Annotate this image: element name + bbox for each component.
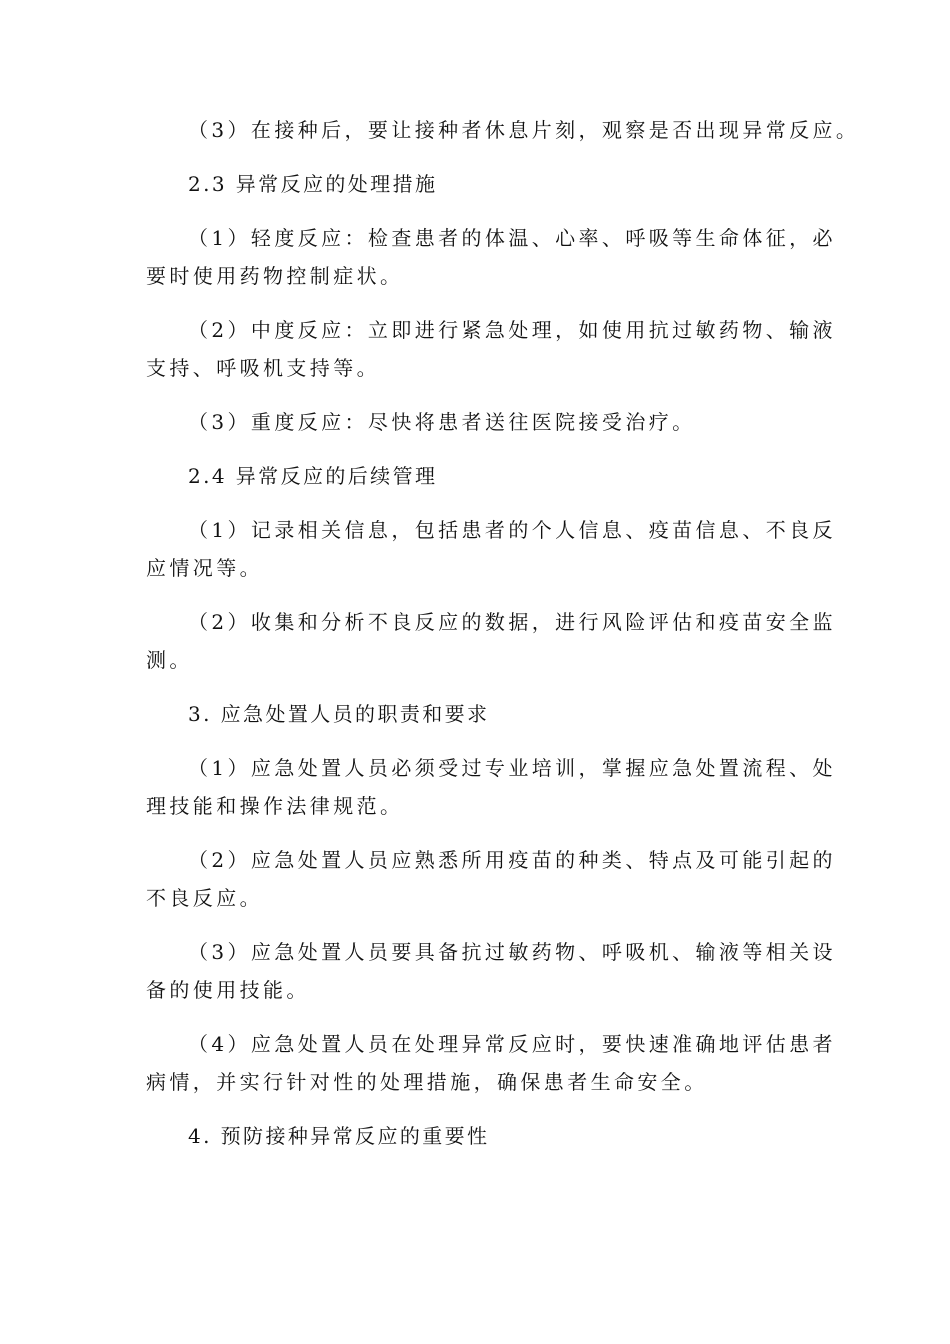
paragraph-p5 (146, 511, 836, 587)
section-heading-2-3 (146, 165, 806, 203)
heading-line: 2.3 异常反应的处理措施 (188, 172, 438, 196)
paragraph-p2 (146, 219, 836, 295)
paragraph-line: 支持、呼吸机支持等。 (146, 356, 380, 380)
paragraph-line: （3）重度反应：尽快将患者送往医院接受治疗。 (188, 410, 696, 434)
paragraph-p10 (146, 1025, 836, 1101)
paragraph-line: （2）收集和分析不良反应的数据，进行风险评估和疫苗安全监 (188, 610, 836, 634)
paragraph-line: （4）应急处置人员在处理异常反应时，要快速准确地评估患者 (188, 1032, 836, 1056)
section-heading-3 (146, 695, 806, 733)
paragraph-line: 备的使用技能。 (146, 978, 310, 1002)
paragraph-line: （3）应急处置人员要具备抗过敏药物、呼吸机、输液等相关设 (188, 940, 836, 964)
paragraph-line: （3）在接种后，要让接种者休息片刻，观察是否出现异常反应。 (188, 118, 860, 142)
paragraph-p9 (146, 933, 836, 1009)
heading-line: 2.4 异常反应的后续管理 (188, 464, 438, 488)
section-heading-2-4 (146, 457, 806, 495)
section-heading-4 (146, 1117, 806, 1155)
heading-line: 4. 预防接种异常反应的重要性 (188, 1124, 490, 1148)
paragraph-p4 (146, 403, 806, 441)
paragraph-line: 不良反应。 (146, 886, 263, 910)
paragraph-line: （1）记录相关信息，包括患者的个人信息、疫苗信息、不良反 (188, 518, 836, 542)
paragraph-p6 (146, 603, 836, 679)
paragraph-line: 应情况等。 (146, 556, 263, 580)
paragraph-p3 (146, 311, 836, 387)
paragraph-line: 要时使用药物控制症状。 (146, 264, 404, 288)
paragraph-p8 (146, 841, 836, 917)
paragraph-line: （2）应急处置人员应熟悉所用疫苗的种类、特点及可能引起的 (188, 848, 836, 872)
paragraph-line: （1）应急处置人员必须受过专业培训，掌握应急处置流程、处 (188, 756, 836, 780)
paragraph-line: 理技能和操作法律规范。 (146, 794, 404, 818)
paragraph-p7 (146, 749, 836, 825)
heading-line: 3. 应急处置人员的职责和要求 (188, 702, 490, 726)
paragraph-line: （2）中度反应：立即进行紧急处理，如使用抗过敏药物、输液 (188, 318, 836, 342)
paragraph-line: 测。 (146, 648, 193, 672)
paragraph-line: 病情，并实行针对性的处理措施，确保患者生命安全。 (146, 1070, 708, 1094)
paragraph-p1 (146, 111, 860, 149)
paragraph-line: （1）轻度反应：检查患者的体温、心率、呼吸等生命体征，必 (188, 226, 836, 250)
